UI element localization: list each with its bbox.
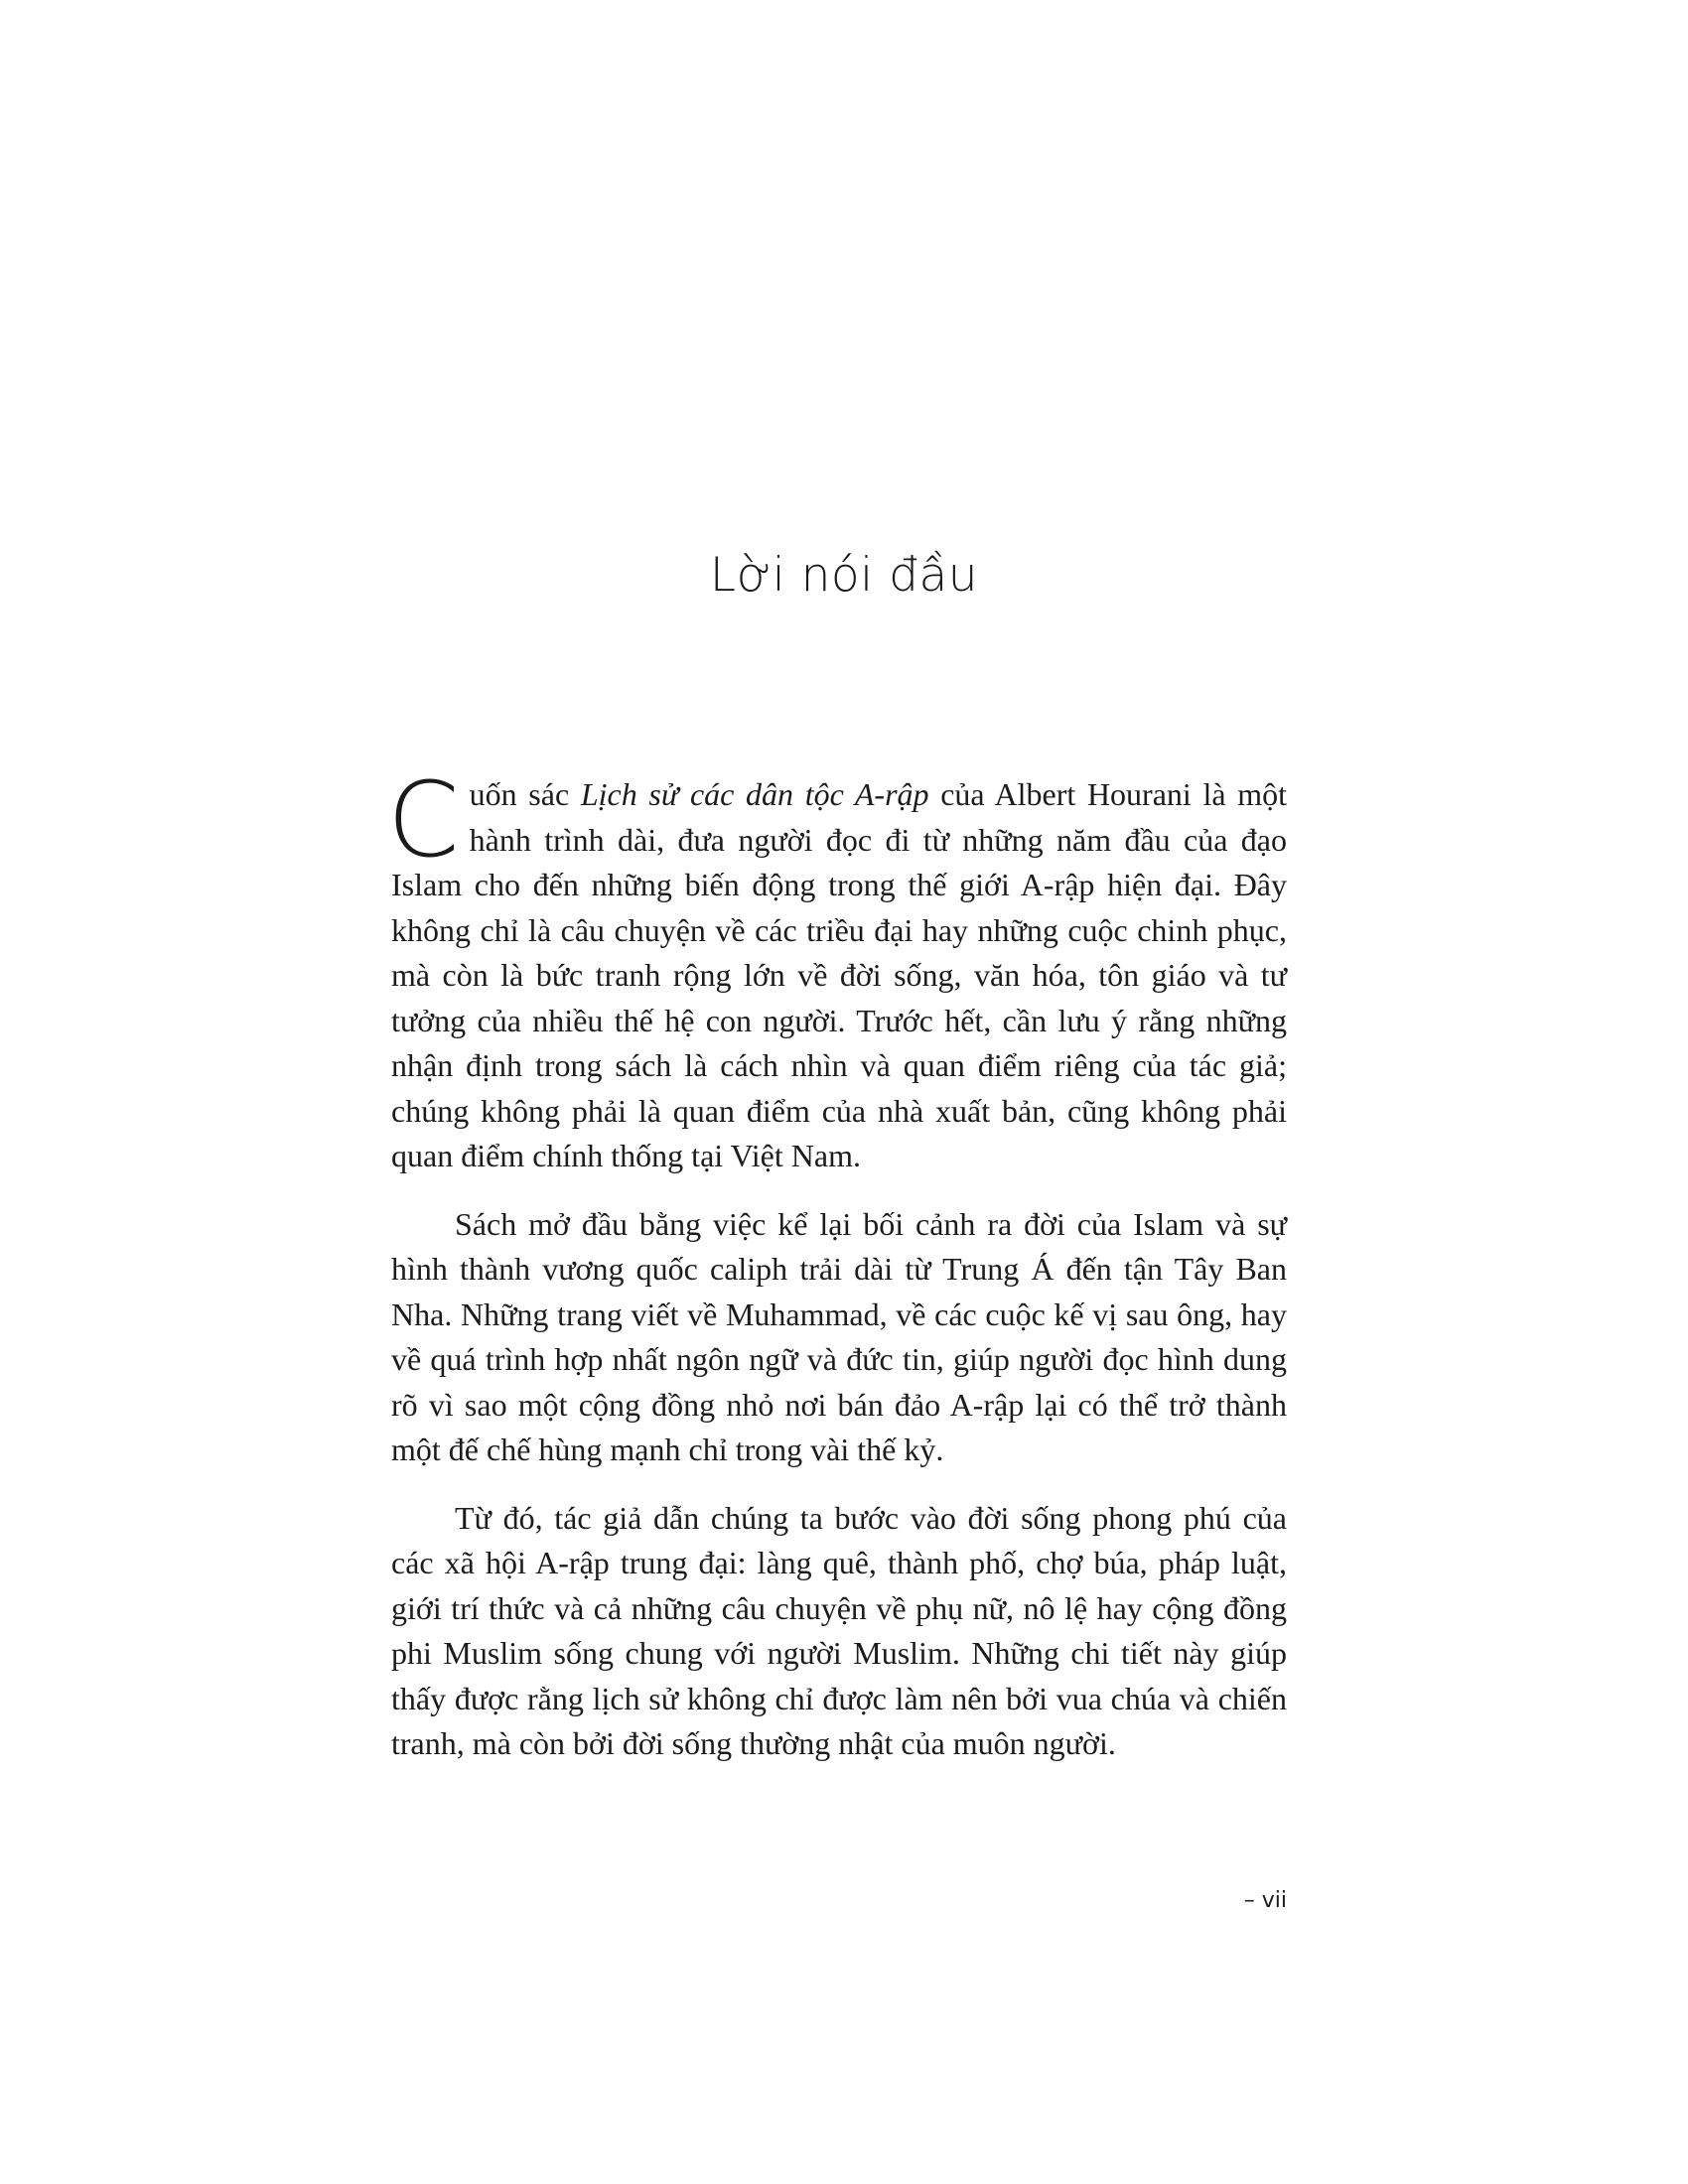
page-number: – vii xyxy=(1243,1888,1287,1913)
drop-cap: C xyxy=(387,759,460,881)
body-text xyxy=(387,759,1288,1790)
chapter-title: Lời nói đầu xyxy=(709,548,979,603)
paragraph-1-rest: của Albert Hourani là một hành trình dài, đưa người đọc đi từ những năm đầu của đạo Islam cho đến những biến động trong thế giới A-rập hiện đại. Đây không chỉ là câu chuyện về các triều đại hay những cuộc chinh phục, mà còn là bức tranh rộng lớn về đời sống, văn hóa, tôn giáo và tư tưởng của nhiều thế hệ con người. Trước hết, cần lưu ý rằng những nhận định trong sách là cách nhìn và quan điểm riêng của tác giả; chúng không phải là quan điểm của nhà xuất bản, cũng không phải quan điểm chính thống tại Việt Nam. xyxy=(391,776,1288,1173)
paragraph-1 xyxy=(387,759,1288,1179)
paragraph-3: Từ đó, tác giả dẫn chúng ta bước vào đời sống phong phú của các xã hội A-rập trung đại: làng quê, thành phố, chợ búa, pháp luật, giới trí thức và cả những câu chuyện về phụ nữ, nô lệ hay cộng đồng phi Muslim sống chung với người Muslim. Những chi tiết này giúp thấy được rằng lịch sử không chỉ được làm nên bởi vua chúa và chiến tranh, mà còn bởi đời sống thường nhật của muôn người. xyxy=(391,1499,1287,1761)
paragraph-2: Sách mở đầu bằng việc kể lại bối cảnh ra đời của Islam và sự hình thành vương quốc caliph trải dài từ Trung Á đến tận Tây Ban Nha. Những trang viết về Muhammad, về các cuộc kế vị sau ông, hay về quá trình hợp nhất ngôn ngữ và đức tin, giúp người đọc hình dung rõ vì sao một cộng đồng nhỏ nơi bán đảo A-rập lại có thể trở thành một đế chế hùng mạnh chỉ trong vài thế kỷ. xyxy=(391,1205,1287,1467)
paragraph-1-lead: uốn sác xyxy=(469,776,581,812)
book-title: Lịch sử các dân tộc A-rập xyxy=(580,776,929,812)
